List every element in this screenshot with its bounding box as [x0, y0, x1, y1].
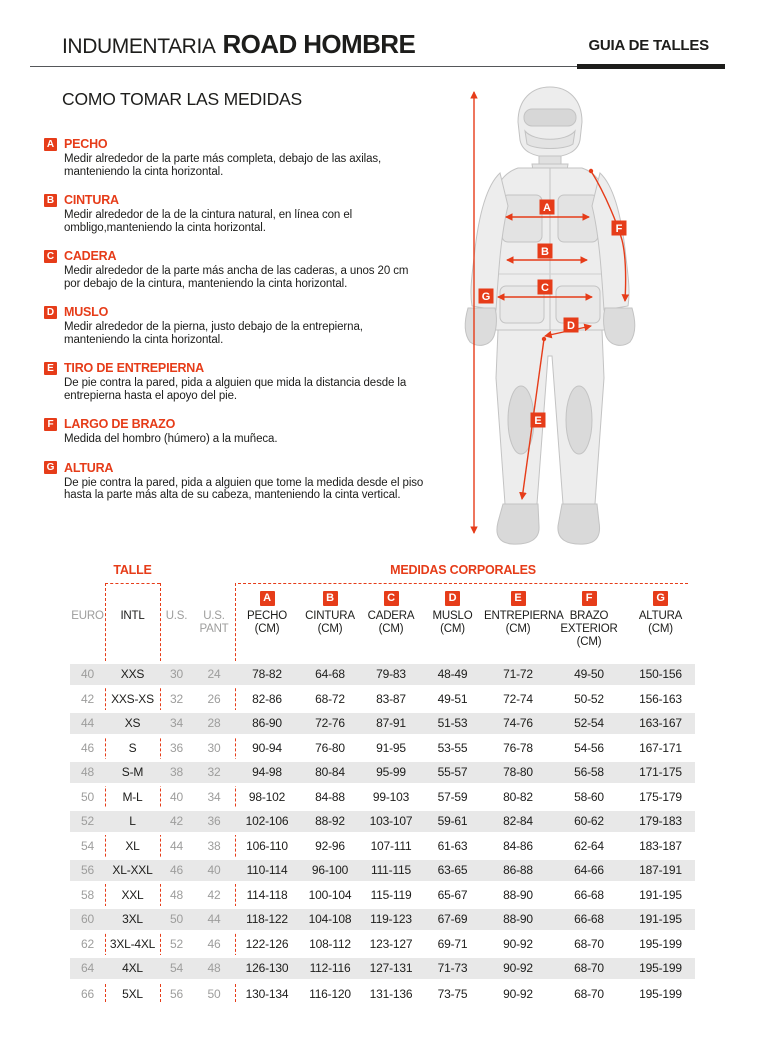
- cell-cintura: 64-68: [299, 662, 361, 687]
- cell-altura: 195-199: [639, 986, 682, 1001]
- cell-us: 34: [160, 711, 193, 736]
- cell-cadera: 103-107: [361, 809, 421, 834]
- cell-us: 50: [160, 907, 193, 932]
- medidas-dotted-line: [238, 583, 688, 584]
- cell-altura: 150-156: [626, 662, 695, 687]
- cell-intl: XL: [125, 838, 140, 853]
- cell-us: 48: [170, 887, 183, 902]
- cell-us_pant: 46: [207, 936, 221, 951]
- cell-euro: 48: [70, 760, 105, 785]
- cell-muslo: 65-67: [437, 887, 468, 902]
- table-row-m-l: [70, 785, 695, 810]
- instruction-item-d: [44, 305, 440, 346]
- cell-cintura: 116-120: [309, 986, 351, 1001]
- cell-pecho: 78-82: [235, 662, 299, 687]
- cell-cintura: 96-100: [299, 858, 361, 883]
- cell-intl: M-L: [122, 789, 143, 804]
- cell-us: 56: [170, 986, 183, 1001]
- cell-intl: XL-XXL: [105, 858, 160, 883]
- cell-brazo_exterior: 60-62: [552, 809, 626, 834]
- column-letter-badge-c: C: [384, 591, 399, 606]
- cell-pecho: 110-114: [235, 858, 299, 883]
- figure-boot-right: [558, 504, 600, 544]
- cell-cintura: 104-108: [299, 907, 361, 932]
- cell-us_pant: 28: [193, 711, 235, 736]
- cell-us: 40: [170, 789, 183, 804]
- cell-us_pant: 48: [193, 956, 235, 981]
- cell-intl: 3XL-4XL: [109, 936, 156, 951]
- brand-title: ROAD HOMBRE: [222, 29, 416, 59]
- cell-muslo: 48-49: [421, 662, 484, 687]
- cell-euro: 64: [70, 956, 105, 981]
- instruction-item-c: [44, 249, 440, 290]
- cell-us: 44: [170, 838, 183, 853]
- instruction-text-b: Medir alrededor de la de la cintura natural, en línea con el ombligo,manteniendo la cinta horizontal.: [64, 209, 353, 234]
- instruction-heading-c: [44, 249, 440, 263]
- table-label-row: [70, 608, 695, 662]
- cell-brazo_exterior: 66-68: [574, 887, 604, 902]
- figure-badge-g: [479, 289, 494, 304]
- cell-us_pant: 26: [207, 691, 221, 706]
- table-row-l: [70, 809, 695, 834]
- cell-brazo_exterior: 64-66: [552, 858, 626, 883]
- cell-us_pant: 36: [193, 809, 235, 834]
- figure-badge-b: [538, 244, 553, 259]
- cell-muslo: 73-75: [437, 986, 468, 1001]
- figure-badge-g-label: G: [481, 291, 491, 303]
- table-badge-cell-e: [484, 586, 552, 608]
- cell-us_pant: 30: [207, 740, 221, 755]
- cell-altura: 156-163: [639, 691, 682, 706]
- cell-altura: 191-195: [626, 907, 695, 932]
- figure-goggles: [524, 109, 576, 126]
- cell-pecho: 82-86: [252, 691, 282, 706]
- column-letter-badge-e: E: [511, 591, 526, 606]
- instruction-name-f: LARGO DE BRAZO: [64, 417, 176, 431]
- letter-badge-g: G: [44, 461, 57, 474]
- figure-chest-pocket-left: [502, 195, 542, 242]
- cell-entrepierna: 88-90: [484, 907, 552, 932]
- instruction-text-e: De pie contra la pared, pida a alguien que mida la distancia desde la entrepierna hasta el apoyo del pie.: [64, 377, 407, 402]
- cell-us_pant: 42: [207, 887, 221, 902]
- brand-prefix: INDUMENTARIA: [62, 35, 216, 58]
- cell-pecho: 86-90: [235, 711, 299, 736]
- cell-entrepierna: 90-92: [503, 986, 533, 1001]
- cell-cintura: 112-116: [299, 956, 361, 981]
- cell-altura: 187-191: [626, 858, 695, 883]
- cell-cintura: 88-92: [299, 809, 361, 834]
- cell-us_pant: 44: [193, 907, 235, 932]
- cell-cadera: 79-83: [361, 662, 421, 687]
- cell-pecho: 114-118: [246, 887, 288, 902]
- cell-entrepierna: 86-88: [484, 858, 552, 883]
- cell-us: 32: [170, 691, 183, 706]
- instruction-text-f: Medida del hombro (húmero) a la muñeca.: [64, 433, 278, 445]
- figure-hem-pocket-left: [500, 286, 544, 323]
- column-header-cintura: CINTURA (CM): [305, 610, 355, 635]
- size-table-section: [70, 560, 697, 1020]
- cell-muslo: 55-57: [421, 760, 484, 785]
- cell-us_pant: 24: [193, 662, 235, 687]
- cell-pecho: 122-126: [245, 936, 289, 951]
- cell-brazo_exterior: 50-52: [574, 691, 604, 706]
- letter-badge-b: B: [44, 194, 57, 207]
- figure-badge-c: [538, 280, 553, 295]
- figure-badge-f: [612, 221, 627, 236]
- instruction-name-a: PECHO: [64, 137, 108, 151]
- group-label-medidas: MEDIDAS CORPORALES: [390, 563, 536, 577]
- instruction-text-a: Medir alrededor de la parte más completa, debajo de las axilas, manteniendo la cinta horizontal.: [64, 153, 382, 178]
- cell-entrepierna: 90-92: [484, 956, 552, 981]
- cell-altura: 191-195: [639, 887, 682, 902]
- column-letter-badge-f: F: [582, 591, 597, 606]
- cell-cadera: 115-119: [370, 887, 412, 902]
- cell-cadera: 99-103: [372, 789, 410, 804]
- cell-euro: 54: [81, 838, 94, 853]
- instruction-name-c: CADERA: [64, 249, 117, 263]
- cell-intl: XXS: [105, 662, 160, 687]
- cell-entrepierna: 78-80: [484, 760, 552, 785]
- cell-cadera: 123-127: [369, 936, 413, 951]
- cell-entrepierna: 88-90: [503, 887, 533, 902]
- cell-pecho: 98-102: [248, 789, 286, 804]
- cell-brazo_exterior: 68-70: [552, 956, 626, 981]
- cell-pecho: 126-130: [235, 956, 299, 981]
- table-row-xs: [70, 711, 695, 736]
- letter-badge-e: E: [44, 362, 57, 375]
- table-badge-cell-empty: [193, 586, 235, 608]
- table-badge-cell-c: [361, 586, 421, 608]
- cell-us: 52: [170, 936, 183, 951]
- instruction-item-f: [44, 417, 440, 446]
- instruction-item-a: [44, 137, 440, 178]
- cell-entrepierna: 72-74: [503, 691, 533, 706]
- cell-brazo_exterior: 68-70: [574, 986, 604, 1001]
- cell-muslo: 53-55: [437, 740, 468, 755]
- cell-altura: 167-171: [639, 740, 682, 755]
- cell-entrepierna: 74-76: [484, 711, 552, 736]
- instruction-heading-g: [44, 461, 440, 475]
- table-row-xl-xxl: [70, 858, 695, 883]
- table-row-3xl: [70, 907, 695, 932]
- cell-muslo: 67-69: [421, 907, 484, 932]
- cell-us_pant: 34: [207, 789, 221, 804]
- cell-brazo_exterior: 49-50: [552, 662, 626, 687]
- cell-altura: 183-187: [639, 838, 682, 853]
- cell-cadera: 87-91: [361, 711, 421, 736]
- page-title: [62, 29, 415, 60]
- cell-muslo: 69-71: [437, 936, 468, 951]
- instruction-text-c: Medir alrededor de la parte más ancha de las caderas, a unos 20 cm por debajo de la cintura, manteniendo la cinta horizontal.: [64, 265, 409, 290]
- cell-entrepierna: 82-84: [484, 809, 552, 834]
- header-rule-thick: [577, 64, 725, 69]
- cell-cintura: 76-80: [315, 740, 345, 755]
- cell-altura: 163-167: [626, 711, 695, 736]
- column-letter-badge-b: B: [323, 591, 338, 606]
- cell-muslo: 57-59: [437, 789, 468, 804]
- cell-muslo: 49-51: [437, 691, 468, 706]
- table-row-4xl: [70, 956, 695, 981]
- letter-badge-c: C: [44, 250, 57, 263]
- cell-cintura: 100-104: [308, 887, 352, 902]
- cell-muslo: 51-53: [421, 711, 484, 736]
- cell-altura: 195-199: [626, 956, 695, 981]
- cell-intl: XXL: [121, 887, 144, 902]
- column-header-entrepierna: ENTREPIERNA (CM): [484, 610, 564, 635]
- cell-intl: S: [128, 740, 137, 755]
- table-badge-cell-f: [552, 586, 626, 608]
- instruction-text-d: Medir alrededor de la pierna, justo debajo de la entrepierna, manteniendo la cinta horizontal.: [64, 321, 363, 346]
- guia-de-talles-tab[interactable]: GUIA DE TALLES: [588, 37, 709, 54]
- cell-intl: 3XL: [105, 907, 160, 932]
- cell-us: 46: [160, 858, 193, 883]
- instruction-name-g: ALTURA: [64, 460, 114, 475]
- cell-intl: L: [105, 809, 160, 834]
- cell-euro: 50: [81, 789, 94, 804]
- cell-pecho: 106-110: [246, 838, 288, 853]
- cell-entrepierna: 80-82: [503, 789, 533, 804]
- cell-entrepierna: 76-78: [503, 740, 533, 755]
- figure-badge-e-label: E: [534, 415, 542, 427]
- instruction-item-b: [44, 193, 440, 234]
- talle-dotted-line: [105, 583, 160, 584]
- cell-brazo_exterior: 58-60: [574, 789, 604, 804]
- measure-dot-f: [589, 169, 593, 173]
- cell-muslo: 71-73: [421, 956, 484, 981]
- table-badge-cell-g: [626, 586, 695, 608]
- cell-brazo_exterior: 52-54: [552, 711, 626, 736]
- letter-badge-a: A: [44, 138, 57, 151]
- cell-euro: 66: [81, 986, 94, 1001]
- cell-muslo: 59-61: [421, 809, 484, 834]
- instruction-name-b: CINTURA: [64, 193, 119, 207]
- cell-euro: 40: [70, 662, 105, 687]
- cell-muslo: 63-65: [421, 858, 484, 883]
- column-header-intl: INTL: [120, 610, 145, 622]
- cell-cintura: 80-84: [299, 760, 361, 785]
- cell-altura: 195-199: [639, 936, 682, 951]
- cell-us_pant: 38: [207, 838, 221, 853]
- column-header-muslo: MUSLO (CM): [432, 610, 473, 635]
- instruction-text-g: De pie contra la pared, pida a alguien que tome la medida desde el piso hasta la parte más alta de su cabeza, manteniendo la cinta vertical.: [64, 476, 424, 501]
- table-row-xxs-xs: [70, 687, 695, 712]
- table-body: [70, 662, 695, 1005]
- cell-pecho: 102-106: [235, 809, 299, 834]
- figure-chest-pocket-right: [558, 195, 598, 242]
- cell-cadera: 127-131: [361, 956, 421, 981]
- column-header-pecho: PECHO (CM): [247, 610, 287, 635]
- cell-entrepierna: 90-92: [503, 936, 533, 951]
- group-label-talle: TALLE: [113, 563, 152, 577]
- cell-euro: 58: [81, 887, 94, 902]
- cell-cadera: 111-115: [361, 858, 421, 883]
- table-row-xl: [70, 834, 695, 859]
- measure-dot-e: [542, 337, 546, 341]
- figure-glove-left: [465, 308, 496, 345]
- cell-cintura: 68-72: [315, 691, 345, 706]
- letter-badge-f: F: [44, 418, 57, 431]
- figure-badge-f-label: F: [615, 223, 623, 235]
- figure-glove-right: [604, 308, 635, 345]
- cell-cadera: 83-87: [376, 691, 406, 706]
- cell-euro: 62: [81, 936, 94, 951]
- table-row-xxl: [70, 883, 695, 908]
- cell-euro: 60: [70, 907, 105, 932]
- cell-us_pant: 32: [193, 760, 235, 785]
- cell-us: 54: [160, 956, 193, 981]
- table-badge-row: [70, 586, 695, 608]
- table-badge-cell-empty: [160, 586, 193, 608]
- figure-badge-c-label: C: [541, 282, 549, 294]
- cell-cadera: 119-123: [361, 907, 421, 932]
- table-badge-cell-b: [299, 586, 361, 608]
- figure-badge-d: [564, 318, 579, 333]
- cell-cadera: 107-111: [370, 838, 412, 853]
- instruction-heading-d: [44, 305, 440, 319]
- table-badge-cell-empty: [70, 586, 105, 608]
- cell-cadera: 131-136: [369, 986, 413, 1001]
- cell-entrepierna: 84-86: [503, 838, 533, 853]
- cell-altura: 179-183: [626, 809, 695, 834]
- cell-brazo_exterior: 68-70: [574, 936, 604, 951]
- instruction-heading-f: [44, 417, 440, 431]
- cell-brazo_exterior: 62-64: [574, 838, 604, 853]
- cell-pecho: 130-134: [245, 986, 289, 1001]
- cell-euro: 44: [70, 711, 105, 736]
- column-header-cadera: CADERA (CM): [367, 610, 415, 635]
- instruction-heading-a: [44, 137, 440, 151]
- measure-instructions-list: [44, 137, 440, 517]
- instruction-item-e: [44, 361, 440, 402]
- table-badge-cell-a: [235, 586, 299, 608]
- table-row-s: [70, 736, 695, 761]
- size-table: [70, 586, 695, 1005]
- cell-muslo: 61-63: [437, 838, 468, 853]
- cell-us: 36: [170, 740, 183, 755]
- cell-cintura: 84-88: [315, 789, 345, 804]
- cell-altura: 175-179: [639, 789, 682, 804]
- instruction-name-e: TIRO DE ENTREPIERNA: [64, 361, 204, 375]
- table-badge-cell-empty: [105, 586, 160, 608]
- header-rule-thin: [30, 66, 577, 67]
- cell-pecho: 118-122: [235, 907, 299, 932]
- cell-intl: S-M: [105, 760, 160, 785]
- cell-us: 42: [160, 809, 193, 834]
- cell-cintura: 92-96: [315, 838, 345, 853]
- measurement-figure: [440, 78, 770, 558]
- column-letter-badge-a: A: [260, 591, 275, 606]
- cell-intl: XS: [105, 711, 160, 736]
- cell-euro: 42: [81, 691, 94, 706]
- column-header-altura: ALTURA (CM): [638, 610, 683, 635]
- cell-pecho: 94-98: [235, 760, 299, 785]
- rider-illustration: [465, 87, 635, 544]
- column-header-brazo_exterior: BRAZO EXTERIOR (CM): [560, 610, 618, 648]
- cell-euro: 56: [70, 858, 105, 883]
- cell-pecho: 90-94: [252, 740, 282, 755]
- section-title: COMO TOMAR LAS MEDIDAS: [62, 89, 302, 109]
- cell-us_pant: 50: [207, 986, 221, 1001]
- cell-brazo_exterior: 56-58: [552, 760, 626, 785]
- figure-hem-pocket-right: [556, 286, 600, 323]
- cell-us: 38: [160, 760, 193, 785]
- cell-brazo_exterior: 66-68: [552, 907, 626, 932]
- figure-badge-a: [540, 200, 555, 215]
- figure-badge-a-label: A: [543, 202, 551, 214]
- column-letter-badge-d: D: [445, 591, 460, 606]
- cell-cintura: 108-112: [309, 936, 351, 951]
- letter-badge-d: D: [44, 306, 57, 319]
- table-badge-cell-d: [421, 586, 484, 608]
- cell-intl: XXS-XS: [111, 691, 154, 706]
- instruction-heading-e: [44, 361, 440, 375]
- instruction-name-d: MUSLO: [64, 305, 109, 319]
- column-header-euro: EURO: [71, 610, 104, 622]
- cell-intl: 5XL: [122, 986, 143, 1001]
- cell-intl: 4XL: [105, 956, 160, 981]
- column-letter-badge-g: G: [653, 591, 668, 606]
- cell-cadera: 95-99: [361, 760, 421, 785]
- table-row-3xl-4xl: [70, 932, 695, 957]
- instruction-heading-b: [44, 193, 440, 207]
- figure-knee-right: [566, 386, 592, 454]
- table-row-s-m: [70, 760, 695, 785]
- instruction-item-g: [44, 461, 440, 502]
- cell-altura: 171-175: [626, 760, 695, 785]
- cell-euro: 46: [81, 740, 94, 755]
- column-header-us: U.S.: [165, 610, 188, 622]
- cell-cadera: 91-95: [376, 740, 406, 755]
- cell-us_pant: 40: [193, 858, 235, 883]
- cell-brazo_exterior: 54-56: [574, 740, 604, 755]
- table-row-5xl: [70, 981, 695, 1006]
- figure-badge-d-label: D: [567, 320, 575, 332]
- column-header-us_pant: U.S. PANT: [199, 610, 229, 635]
- figure-badge-b-label: B: [541, 246, 549, 258]
- table-row-xxs: [70, 662, 695, 687]
- cell-us: 30: [160, 662, 193, 687]
- figure-boot-left: [497, 504, 539, 544]
- figure-badge-e: [531, 413, 546, 428]
- cell-euro: 52: [70, 809, 105, 834]
- cell-entrepierna: 71-72: [484, 662, 552, 687]
- cell-cintura: 72-76: [299, 711, 361, 736]
